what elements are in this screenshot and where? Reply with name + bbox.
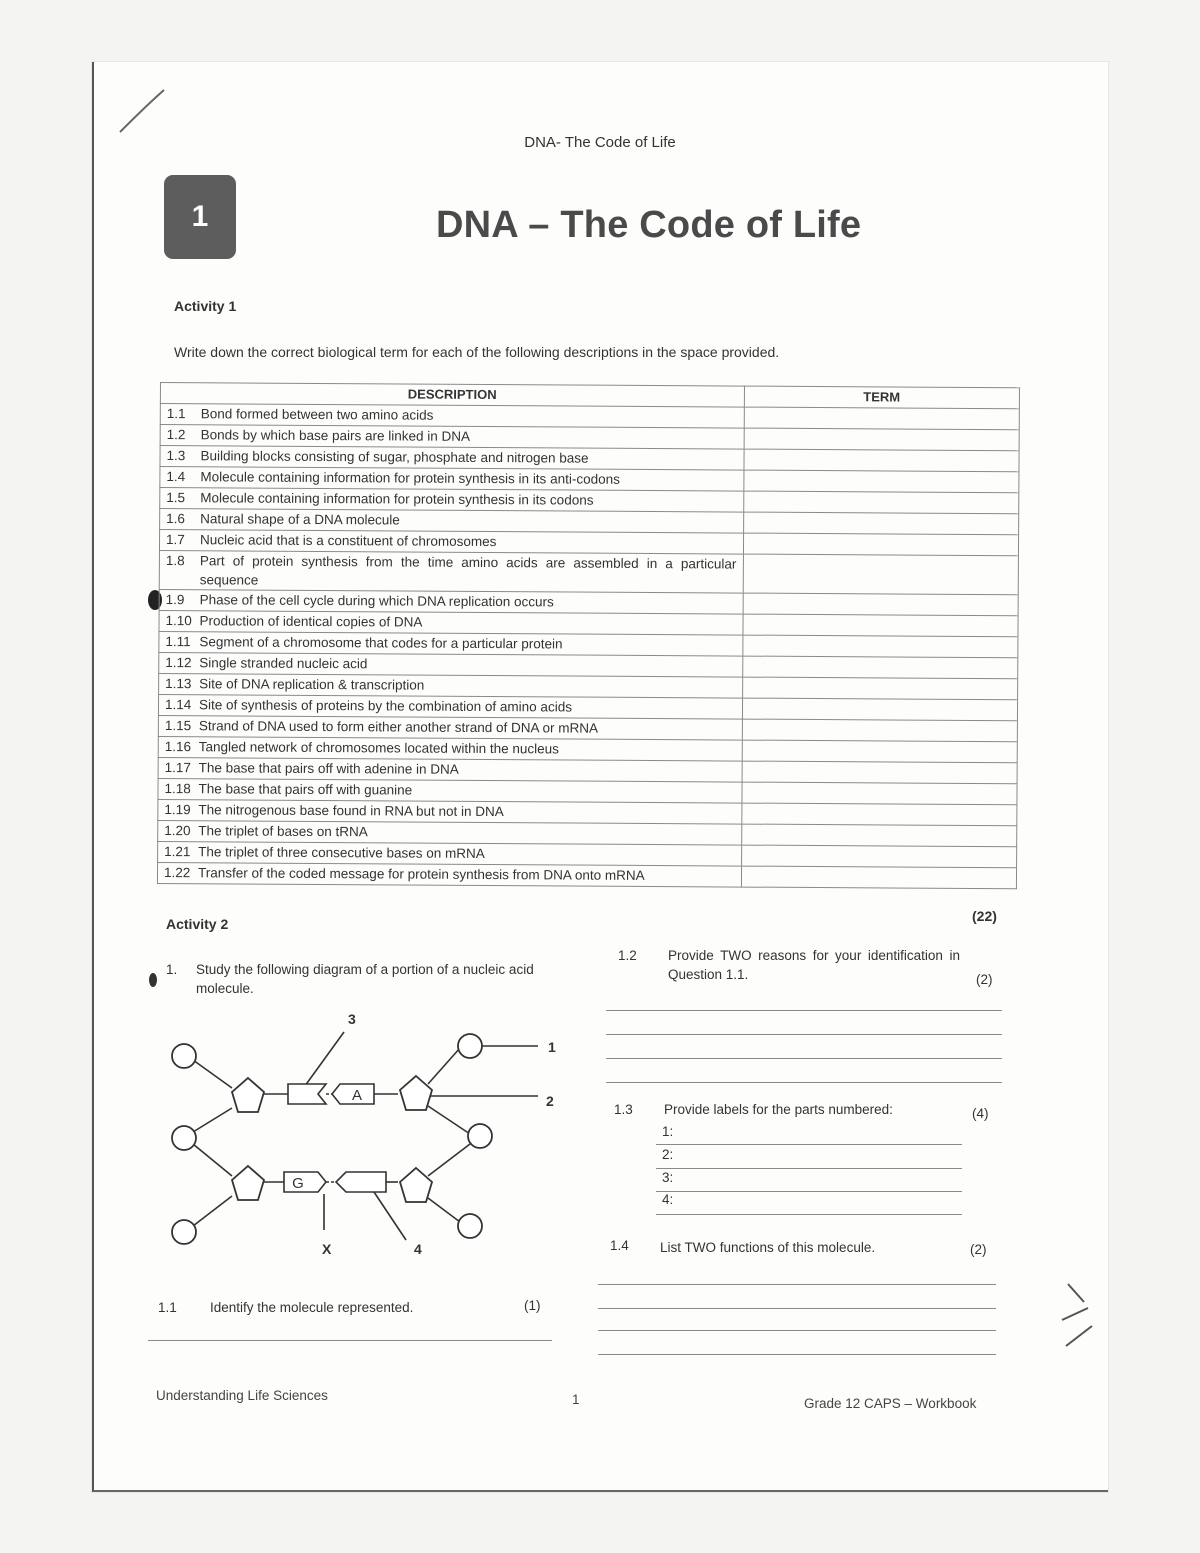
question-1-4-text: List TWO functions of this molecule. [660,1240,876,1255]
sugar-pentagon [400,1076,432,1110]
item-description: Phase of the cell cycle during which DNA replication occurs [199,592,554,610]
term-answer-cell[interactable] [743,533,1019,556]
term-answer-cell[interactable] [743,470,1019,493]
item-number: 1.20 [164,823,191,839]
term-answer-cell[interactable] [741,824,1017,847]
item-number: 1.14 [164,697,192,713]
diagram-label-3: 3 [348,1011,356,1027]
margin-dot-mark-2 [146,970,160,990]
item-description: Single stranded nucleic acid [199,655,368,672]
question-1-1-text: Identify the molecule represented. [210,1300,414,1315]
nucleic-acid-diagram [160,1004,580,1264]
terms-table-body [157,404,1019,889]
item-number: 1.5 [166,490,186,506]
item-number: 1.16 [164,739,192,755]
question-1-2-marks: (2) [976,972,993,987]
term-header: TERM [744,386,1020,409]
answer-line[interactable] [598,1330,996,1331]
item-description: The base that pairs off with guanine [198,781,413,798]
pen-tick-mark [1058,1280,1098,1350]
phosphate-circle [458,1034,482,1058]
item-description: Part of protein synthesis from the time amino acids are assembled in a particular sequence [199,553,737,588]
answer-line[interactable] [598,1308,996,1309]
answer-line[interactable] [656,1191,962,1192]
answer-line[interactable] [656,1168,962,1169]
answer-line[interactable] [656,1214,962,1215]
item-description: Site of synthesis of proteins by the combination of amino acids [198,697,573,715]
answer-line[interactable] [606,1058,1002,1059]
term-answer-cell[interactable] [743,593,1019,616]
term-answer-cell[interactable] [742,761,1018,784]
item-number: 1.19 [164,802,191,818]
term-answer-cell[interactable] [744,449,1020,472]
description-header: DESCRIPTION [160,383,744,408]
item-number: 1.10 [165,613,192,629]
item-description: Tangled network of chromosomes located within the nucleus [198,739,560,757]
item-number: 1.15 [164,718,192,734]
item-description: Production of identical copies of DNA [199,613,423,630]
label-item-4: 4: [662,1192,674,1207]
item-description: Molecule containing information for protein synthesis in its anti-codons [200,469,620,487]
table-row [159,550,1018,594]
item-description: Molecule containing information for protein synthesis in its codons [200,490,594,508]
item-description: Building blocks consisting of sugar, phosphate and nitrogen base [200,448,589,466]
term-answer-cell[interactable] [743,491,1019,514]
item-number: 1.2 [166,427,186,443]
sugar-pentagon [232,1078,264,1112]
diagram-label-4: 4 [414,1241,422,1257]
activity2-heading: Activity 2 [166,916,229,932]
term-answer-cell[interactable] [742,635,1018,658]
term-answer-cell[interactable] [742,782,1018,805]
item-description: The base that pairs off with adenine in DNA [198,760,459,777]
item-description: Bonds by which base pairs are linked in DNA [200,427,471,444]
chapter-title: DNA – The Code of Life [436,204,862,246]
item-number: 1.18 [164,781,191,797]
item-number: 1.4 [166,469,186,485]
sugar-pentagon [232,1166,264,1200]
answer-line[interactable] [148,1340,552,1341]
footer-page-number: 1 [572,1392,580,1407]
phosphate-circle [172,1220,196,1244]
item-number: 1.9 [165,592,185,608]
description-cell [159,550,743,593]
item-description: The triplet of three consecutive bases on mRNA [198,844,485,861]
term-answer-cell[interactable] [741,866,1017,889]
item-number: 1.7 [165,532,185,548]
question-1-4-marks: (2) [970,1242,987,1257]
phosphate-circle [468,1124,492,1148]
question-1-4-number: 1.4 [610,1238,629,1253]
base-shape-left-top [288,1084,326,1104]
question-1-number: 1. [166,962,178,977]
item-description: Site of DNA replication & transcription [199,676,425,693]
item-description: Strand of DNA used to form either another strand of DNA or mRNA [198,718,599,736]
term-answer-cell[interactable] [741,845,1017,868]
item-number: 1.11 [165,634,191,650]
running-header: DNA- The Code of Life [524,134,676,151]
item-number: 1.17 [164,760,191,776]
term-answer-cell[interactable] [742,677,1018,700]
answer-line[interactable] [598,1284,996,1285]
term-answer-cell[interactable] [743,512,1019,535]
sugar-pentagon [400,1168,432,1202]
item-description: The triplet of bases on tRNA [198,823,368,840]
activity1-total-marks: (22) [972,908,997,924]
question-1-2-number: 1.2 [618,948,637,963]
activity1-heading: Activity 1 [174,298,237,314]
terms-table [157,382,1020,889]
answer-line[interactable] [606,1082,1002,1083]
item-number: 1.1 [166,406,186,422]
term-answer-cell[interactable] [744,428,1020,451]
item-description: Natural shape of a DNA molecule [200,511,400,528]
answer-line[interactable] [598,1354,996,1355]
term-answer-cell[interactable] [742,698,1018,721]
base-shape-right-bottom [336,1172,386,1192]
question-1-2-text: Provide TWO reasons for your identification in Question 1.1. [668,948,960,982]
answer-line[interactable] [606,1010,1002,1011]
item-number: 1.21 [164,844,191,860]
term-answer-cell[interactable] [742,719,1018,742]
term-answer-cell[interactable] [742,740,1018,763]
label-item-1: 1: [662,1124,674,1139]
base-g-label: G [292,1175,304,1192]
question-1-3-number: 1.3 [614,1102,633,1117]
item-description: The nitrogenous base found in RNA but not in DNA [198,802,504,820]
item-description: Nucleic acid that is a constituent of chromosomes [199,532,497,550]
item-number: 1.13 [165,676,192,692]
item-number: 1.8 [165,553,185,569]
question-1-1-marks: (1) [524,1298,541,1313]
activity1-instruction: Write down the correct biological term for each of the following descriptions in the space provided. [174,344,780,360]
phosphate-circle [458,1214,482,1238]
chapter-number-badge: 1 [164,175,236,259]
item-number: 1.3 [166,448,186,464]
term-answer-cell[interactable] [743,614,1019,637]
answer-line[interactable] [606,1034,1002,1035]
term-answer-cell[interactable] [743,554,1019,595]
item-number: 1.12 [165,655,192,671]
answer-line[interactable] [656,1144,962,1145]
label-item-2: 2: [662,1147,674,1162]
question-1-1-number: 1.1 [158,1300,177,1315]
label-item-3: 3: [662,1170,674,1185]
description-cell [157,862,741,887]
item-description: Transfer of the coded message for protein synthesis from DNA onto mRNA [197,865,645,883]
pen-stroke-mark [118,86,168,136]
question-1-3-text: Provide labels for the parts numbered: [664,1102,893,1117]
item-number: 1.6 [166,511,185,527]
item-description: Bond formed between two amino acids [200,406,434,423]
term-answer-cell[interactable] [742,656,1018,679]
phosphate-circle [172,1044,196,1068]
item-number: 1.22 [163,865,191,881]
footer-book-title: Understanding Life Sciences [156,1388,328,1403]
diagram-label-x: X [322,1241,332,1257]
term-answer-cell[interactable] [744,407,1020,430]
item-description: Segment of a chromosome that codes for a particular protein [199,634,563,652]
footer-grade-label: Grade 12 CAPS – Workbook [804,1396,977,1411]
question-1-text: Study the following diagram of a portion of a nucleic acid molecule. [196,962,534,996]
term-answer-cell[interactable] [741,803,1017,826]
diagram-label-2: 2 [546,1093,554,1109]
base-g-shape [284,1172,326,1192]
question-1-3-marks: (4) [972,1106,989,1121]
diagram-label-1: 1 [548,1039,556,1055]
phosphate-circle [172,1126,196,1150]
base-a-label: A [351,1087,363,1104]
